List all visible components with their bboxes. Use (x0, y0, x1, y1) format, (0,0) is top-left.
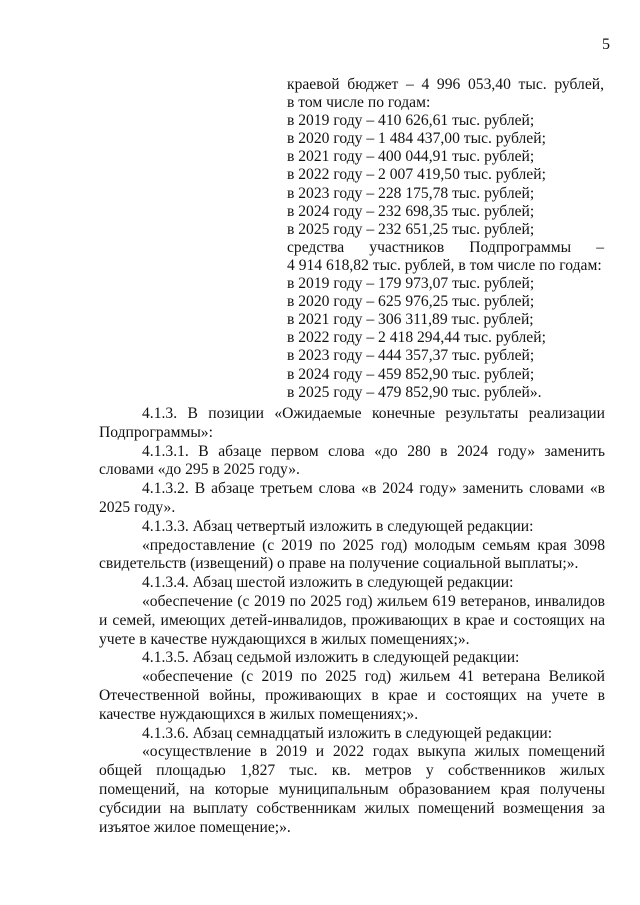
participants-funds-year-line: в 2021 году – 306 311,89 тыс. рублей; (287, 311, 534, 329)
participants-funds-year-line: в 2024 году – 459 852,90 тыс. рублей; (287, 365, 535, 383)
amendment-paragraph: 4.1.3.6. Абзац семнадцатый изложить в следующей редакции: (142, 724, 553, 742)
amendment-paragraph: 4.1.3.5. Абзац седьмой изложить в следующей редакции: (142, 649, 520, 667)
regional-budget-year-line: в 2024 году – 232 698,35 тыс. рублей; (287, 202, 535, 220)
amendments-body (99, 405, 605, 837)
page-number: 5 (602, 36, 610, 53)
participants-funds-year-line: в 2025 году – 479 852,90 тыс. рублей». (287, 383, 542, 401)
regional-budget-year-line: в 2019 году – 410 626,61 тыс. рублей; (287, 112, 535, 130)
participants-funds-label: средства участников Подпрограммы – (287, 238, 604, 256)
amendment-paragraph: 4.1.3.1. В абзаце первом слова «до 280 в 2024 году» заменить словами «до 295 в 2025 году». (99, 442, 605, 479)
participants-funds-total: 4 914 618,82 тыс. рублей, в том числе по годам: (287, 256, 602, 274)
regional-budget-year-line: в 2022 году – 2 007 419,50 тыс. рублей; (287, 166, 546, 184)
amendment-quote: «обеспечение (с 2019 по 2025 год) жильем 619 ветеранов, инвалидов и семей, имеющих детей-инвалидов, проживающих в крае и состоящих на учете в качестве нуждающихся в жилых помещениях;». (99, 592, 605, 648)
participants-funds-year-line: в 2019 году – 179 973,07 тыс. рублей; (287, 275, 535, 293)
regional-budget-year-line: в 2020 году – 1 484 437,00 тыс. рублей; (287, 130, 546, 148)
participants-funds-year-line: в 2022 году – 2 418 294,44 тыс. рублей; (287, 329, 546, 347)
regional-budget-by-year-intro: в том числе по годам: (287, 94, 431, 112)
amendment-quote: «осуществление в 2019 и 2022 годах выкупа жилых помещений общей площадью 1,827 тыс. кв. метров у собственников жилых помещений, на которые муниципальным образованием края получены субсидии на выплату собственникам жилых помещений возмещения за изъятое жилое помещение;». (99, 743, 605, 836)
funding-sources-block (287, 76, 604, 402)
amendment-heading: 4.1.3. В позиции «Ожидаемые конечные результаты реализации Подпрограммы»: (99, 405, 605, 441)
amendment-paragraph: 4.1.3.2. В абзаце третьем слова «в 2024 году» заменить словами «в 2025 году». (99, 480, 605, 516)
regional-budget-year-line: в 2023 году – 228 175,78 тыс. рублей; (287, 184, 535, 202)
regional-budget-year-line: в 2021 году – 400 044,91 тыс. рублей; (287, 148, 535, 166)
regional-budget-total: краевой бюджет – 4 996 053,40 тыс. рублей, (287, 76, 604, 93)
amendment-quote: «обеспечение (с 2019 по 2025 год) жильем 41 ветерана Великой Отечественной войны, проживающих в крае и состоящих на учете в качестве нуждающихся в жилых помещениях;». (99, 668, 605, 723)
amendment-paragraph: 4.1.3.4. Абзац шестой изложить в следующей редакции: (142, 574, 514, 592)
amendment-paragraph: 4.1.3.3. Абзац четвертый изложить в следующей редакции: (142, 517, 534, 535)
participants-funds-year-line: в 2023 году – 444 357,37 тыс. рублей; (287, 347, 535, 365)
regional-budget-year-line: в 2025 году – 232 651,25 тыс. рублей; (287, 220, 535, 238)
participants-funds-year-line: в 2020 году – 625 976,25 тыс. рублей; (287, 293, 535, 311)
amendment-quote: «предоставление (с 2019 по 2025 год) молодым семьям края 3098 свидетельств (извещений) о праве на получение социальной выплаты;». (99, 536, 605, 573)
